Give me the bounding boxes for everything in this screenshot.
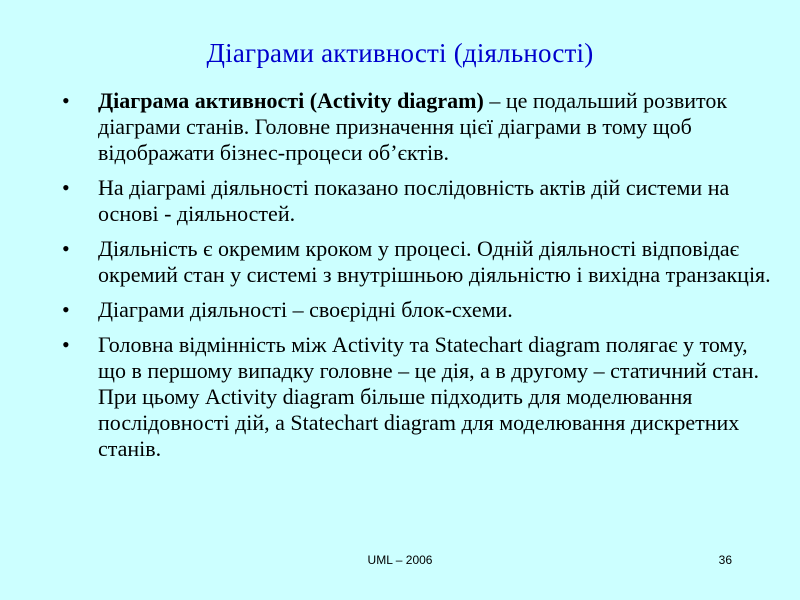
bullet-text: – це подальший розвиток діаграми станів. Головне призначення цієї діаграми в тому щоб відображати бізнес-процеси об’єктів. (98, 88, 728, 165)
bullet-text: Діаграми діяльності – своєрідні блок-схеми. (98, 297, 513, 322)
bullet-marker: • (62, 332, 70, 357)
bullet-list (62, 88, 774, 471)
bullet-item (62, 332, 774, 462)
page-number: 36 (718, 553, 732, 567)
bullet-text: На діаграмі діяльності показано послідовність актів дій системи на основі - діяльностей. (98, 175, 730, 226)
slide-title: Діаграми активності (діяльності) (206, 38, 594, 68)
bullet-text: Діяльність є окремим кроком у процесі. Одній діяльності відповідає окремий стан у системі з внутрішньою діяльністю і вихідна транзакція. (98, 236, 771, 287)
bullet-item (62, 236, 774, 288)
bullet-marker: • (62, 297, 70, 322)
bullet-item (62, 175, 774, 227)
bullet-item (62, 88, 774, 166)
bullet-text: Головна відмінність між Activity та Statechart diagram полягає у тому, що в першому випадку головне – це дія, а в другому – статичний стан. При цьому Activity diagram більше підходить для моделювання послідовності дій, а Statechart diagram для моделювання дискретних станів. (98, 332, 759, 461)
bullet-marker: • (62, 88, 70, 113)
bullet-marker: • (62, 175, 70, 200)
bullet-item (62, 297, 774, 323)
slide-footer: UML – 2006 (367, 553, 433, 567)
bullet-marker: • (62, 236, 70, 261)
bullet-bold-text: Діаграма активності (Activity diagram) (98, 88, 484, 113)
